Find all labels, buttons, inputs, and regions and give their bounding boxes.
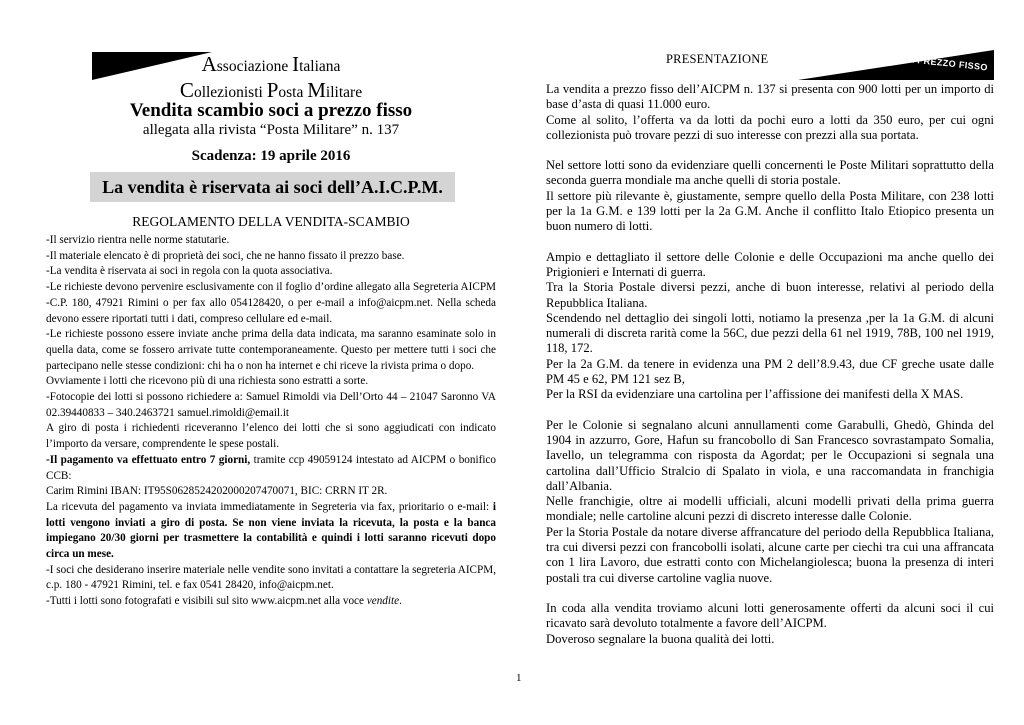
assoc-word-rest: taliana xyxy=(299,58,341,75)
rule-text: i lotti vengono inviati a giro di posta. Se non viene inviata la ricevuta, la posta e la banca impiegano 20/30 giorni per trasmettere la contabilità e quindi i lotti saranno ricevuti dopo circa un mese. xyxy=(46,500,496,561)
presentation-paragraph: In coda alla vendita troviamo alcuni lotti generosamente offerti da alcuni soci il cui ricavato sarà devoluto totalmente a favore dell’AICPM. xyxy=(546,600,994,631)
members-only-banner: La vendita è riservata ai soci dell’A.I.C.P.M. xyxy=(90,172,455,202)
rule-text: -La vendita è riservata ai soci in regola con la quota associativa. xyxy=(46,265,333,278)
presentation-paragraph: Il settore più rilevante è, giustamente, sempre quello della Posta Militare, con 238 lotti per la 1a G.M. e 139 lotti per la 2a G.M. Anche il conflitto Italo Etiopico presenta un buon numero di lotti. xyxy=(546,188,994,234)
document-subtitle: allegata alla rivista “Posta Militare” n. 137 xyxy=(142,122,400,138)
rule-text: A giro di posta i richiedenti riceveranno l’elenco dei lotti che si sono aggiudicati con indicato l’importo da versare, comprendente le spese postali. xyxy=(46,422,496,451)
rule-item xyxy=(46,563,496,594)
rule-item xyxy=(46,500,496,563)
rule-text: -Tutti i lotti sono fotografati e visibili sul sito www.aicpm.net alla voce xyxy=(46,595,367,608)
assoc-initial: I xyxy=(292,52,300,76)
rule-text: vendite xyxy=(366,595,400,608)
presentation-paragraph: Doveroso segnalare la buona qualità dei lotti. xyxy=(546,631,775,646)
rule-item xyxy=(46,233,496,249)
deadline: Scadenza: 19 aprile 2016 xyxy=(191,148,351,164)
presentation-paragraph: Nel settore lotti sono da evidenziare quelli concernenti le Poste Militari soprattutto della seconda guerra mondiale ma anche quelli di storia postale. xyxy=(546,158,994,188)
presentation-paragraph: Per la Storia Postale da notare diverse affrancature del periodo della Repubblica Italiana, tra cui diversi pezzi con francobolli isolati, alcune carte per ciechi tra cui una affrancata con 1 lira Lavoro, due estratti conto con Michelangiolesca; buona la presenza di interi postali tra cui diverse cartoline vaglia nuove. xyxy=(546,524,994,585)
assoc-word-rest: ollezionisti xyxy=(193,84,267,101)
assoc-word-rest: osta xyxy=(278,84,308,101)
presentation-paragraph: Come al solito, l’offerta va da lotti da pochi euro a lotti da 350 euro, per cui ogni collezionista può trovare pezzi di suo interesse con prezzi alla sua portata. xyxy=(546,112,994,142)
assoc-initial: A xyxy=(201,52,217,76)
rule-text: tramite ccp 49059124 intestato ad AICPM o bonifico CCB: xyxy=(46,453,496,482)
rule-item xyxy=(46,390,496,421)
corner-banner-right xyxy=(798,50,994,80)
rule-item xyxy=(46,421,496,452)
rule-text: -I soci che desiderano inserire materiale nelle vendite sono invitati a contattare la segreteria AICPM, c.p. 180 - 47921 Rimini, tel. e fax 0541 28420, info@aicpm.net. xyxy=(46,563,496,592)
presentation-paragraph: Scendendo nel dettaglio dei singoli lotti, notiamo la presenza ,per la 1a G.M. di alcuni numerali di discreta rarità come la 56C, due pezzi della 61 nel 1919, 78B, 100 nel 1919, 118, 172. xyxy=(546,310,994,356)
assoc-initial: M xyxy=(307,78,326,102)
presentation-text xyxy=(546,82,994,647)
presentation-heading: PRESENTAZIONE xyxy=(666,52,769,66)
rule-text: Carim Rimini IBAN: IT95S0628524202000207470071, BIC: CRRN IT 2R. xyxy=(46,485,388,498)
assoc-initial: P xyxy=(266,78,279,102)
rule-text: -Il materiale elencato è di proprietà dei soci, che ne hanno fissato il prezzo base. xyxy=(46,249,405,262)
assoc-word-rest: ilitare xyxy=(325,84,363,101)
rule-item xyxy=(46,374,496,390)
corner-label: VENDITA A PREZZO FISSO xyxy=(863,50,989,73)
presentation-paragraph: Per le Colonie si segnalano alcuni annullamenti come Garabulli, Ghedò, Ghinda del 1904 in azzurro, Gore, Hafun su francobollo di San Francesco sovrastampato Somalia, Iavello, un telegramma con risposta da Agordat; per le Occupazioni si segnala una cartolina dall’Ufficio Stralcio di Spalato in viola, e una raccomandata in franchigia dall’Albania. xyxy=(546,417,994,493)
presentation-paragraph: La vendita a prezzo fisso dell’AICPM n. 137 si presenta con 900 lotti per un importo di base d’asta di quasi 11.000 euro. xyxy=(546,82,994,112)
rule-text: Ovviamente i lotti che ricevono più di una richiesta sono estratti a sorte. xyxy=(46,375,369,388)
presentation-paragraph: Per la RSI da evidenziare una cartolina per l’affissione dei manifesti della X MAS. xyxy=(546,387,964,402)
rule-text: La ricevuta del pagamento va inviata immediatamente in Segreteria via fax, prioritario o e-mail: xyxy=(46,500,493,513)
presentation-paragraph: Nelle franchigie, oltre ai modelli ufficiali, alcuni modelli privati della prima guerra mondiale; nelle cartoline alcuni pezzi di discreto interesse dalle Colonie. xyxy=(546,494,994,524)
document-title: Vendita scambio soci a prezzo fisso xyxy=(129,100,413,121)
rule-item xyxy=(46,280,496,327)
presentation-paragraph: Tra la Storia Postale diversi pezzi, anche di buon interesse, relativi al periodo della Repubblica Italiana. xyxy=(546,280,994,310)
presentation-paragraph: Per la 2a G.M. da tenere in evidenza una PM 2 dell’8.9.43, due CF greche usate dalle PM 45 e 62, PM 121 sez B, xyxy=(546,356,994,387)
rule-item xyxy=(46,453,496,484)
rule-text: -Il pagamento va effettuato entro 7 giorni, xyxy=(46,453,251,466)
rule-item xyxy=(46,327,496,374)
rule-item xyxy=(46,484,496,500)
rule-text: -Fotocopie dei lotti si possono richiedere a: Samuel Rimoldi via Dell’Orto 44 – 21047 Saronno VA 02.39440833 – 340.2463721 samuel.rimoldi@email.it xyxy=(46,391,496,419)
assoc-word-rest: ssociazione xyxy=(216,58,293,75)
presentation-paragraph: Ampio e dettagliato il settore delle Colonie e delle Occupazioni ma anche quello dei Prigionieri e Internati di guerra. xyxy=(546,249,994,279)
rule-item xyxy=(46,594,496,610)
association-name-line1 xyxy=(46,52,496,77)
rule-text: -Il servizio rientra nelle norme statutarie. xyxy=(46,234,230,246)
rule-item xyxy=(46,249,496,265)
page-number: 1 xyxy=(516,672,522,684)
rule-text: -Le richieste possono essere inviate anche prima della data indicata, ma saranno esaminate solo in quella data, come se fossero arrivate tutte contemporaneamente. Questo per mettere tutti i soci che partecipano nelle stesse condizioni: chi ha o non ha internet e chi riceve la rivista prima o dopo. xyxy=(46,328,496,372)
rule-item xyxy=(46,264,496,280)
rules-list xyxy=(46,233,496,610)
assoc-initial: C xyxy=(179,78,194,102)
rules-heading: REGOLAMENTO DELLA VENDITA-SCAMBIO xyxy=(132,214,410,229)
rule-text: -Le richieste devono pervenire esclusivamente con il foglio d’ordine allegato alla Segreteria AICPM -C.P. 180, 47921 Rimini o per fax allo 054128420, o per e-mail a info@aicpm.net. Nella scheda devono essere riportati tutti i dati, compreso cellulare ed e-mail. xyxy=(46,281,496,325)
rule-text: . xyxy=(399,595,402,608)
